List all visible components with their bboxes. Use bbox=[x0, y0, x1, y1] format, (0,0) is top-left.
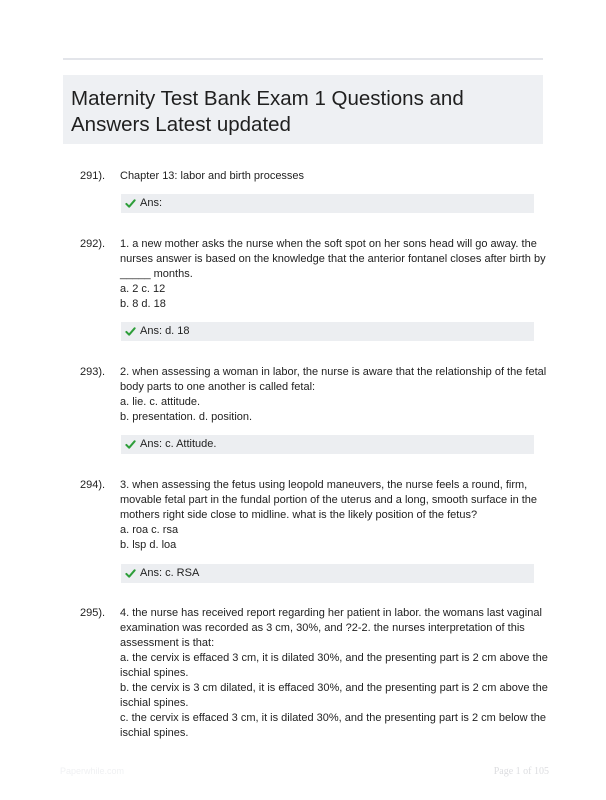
document-title-line: Answers Latest updated bbox=[71, 113, 291, 136]
question-line: mothers right side close to midline. what is the likely position of the fetus? bbox=[120, 509, 478, 521]
page-number: Page 1 of 105 bbox=[493, 766, 549, 777]
answer-box bbox=[121, 194, 534, 213]
answer-text: Ans: d. 18 bbox=[140, 325, 190, 337]
question-line: _____ months. bbox=[120, 268, 193, 280]
question-line: nurses answer is based on the knowledge that the anterior fontanel closes after birth by bbox=[120, 253, 546, 265]
question-text bbox=[120, 237, 546, 312]
question-line: 2. when assessing a woman in labor, the nurse is aware that the relationship of the fetal bbox=[120, 366, 547, 378]
document-title bbox=[71, 86, 529, 138]
answer-text: Ans: c. Attitude. bbox=[140, 438, 217, 450]
question-line: 3. when assessing the fetus using leopold maneuvers, the nurse feels a round, firm, bbox=[120, 479, 528, 491]
question-line: ischial spines. bbox=[120, 667, 189, 679]
question-line: examination was recorded as 3 cm, 30%, and ?2-2. the nurses interpretation of this bbox=[120, 622, 525, 634]
question-text bbox=[120, 606, 548, 741]
question-line: a. roa c. rsa bbox=[120, 524, 179, 536]
question-line: 1. a new mother asks the nurse when the soft spot on her sons head will go away. the bbox=[120, 238, 537, 250]
document-title-banner bbox=[63, 75, 543, 144]
question-text bbox=[120, 365, 547, 425]
question-line: b. lsp d. loa bbox=[120, 539, 177, 551]
question-number: 291). bbox=[80, 170, 106, 182]
question-text bbox=[120, 169, 536, 184]
footer-watermark: Paperwhile.com bbox=[60, 766, 125, 776]
question-line: a. 2 c. 12 bbox=[120, 283, 166, 295]
question-line: b. the cervix is 3 cm dilated, it is effaced 30%, and the presenting part is 2 cm above the bbox=[120, 682, 548, 694]
check-icon bbox=[125, 568, 136, 579]
question-line: a. lie. c. attitude. bbox=[120, 396, 201, 408]
question-line: assessment is that: bbox=[120, 637, 215, 649]
question-number: 293). bbox=[80, 366, 106, 378]
document-title-line: Maternity Test Bank Exam 1 Questions and bbox=[71, 87, 464, 110]
check-icon bbox=[125, 439, 136, 450]
answer-box bbox=[121, 564, 534, 583]
question-line: b. 8 d. 18 bbox=[120, 298, 166, 310]
answer-text: Ans: c. RSA bbox=[140, 567, 200, 579]
answer-box bbox=[121, 322, 534, 341]
question-line: Chapter 13: labor and birth processes bbox=[120, 170, 305, 182]
answer-text: Ans: bbox=[140, 197, 163, 209]
question-text bbox=[120, 478, 536, 553]
question-number: 292). bbox=[80, 238, 106, 250]
question-line: 4. the nurse has received report regarding her patient in labor. the womans last vaginal bbox=[120, 607, 542, 619]
top-divider bbox=[63, 58, 543, 60]
question-line: a. the cervix is effaced 3 cm, it is dilated 30%, and the presenting part is 2 cm above the bbox=[120, 652, 548, 664]
question-number: 295). bbox=[80, 607, 106, 619]
question-line: movable fetal part in the fundal portion of the uterus and a long, smooth surface in the bbox=[120, 494, 538, 506]
question-number: 294). bbox=[80, 479, 106, 491]
question-line: body parts to one another is called fetal: bbox=[120, 381, 316, 393]
check-icon bbox=[125, 326, 136, 337]
question-line: b. presentation. d. position. bbox=[120, 411, 253, 423]
check-icon bbox=[125, 198, 136, 209]
answer-box bbox=[121, 435, 534, 454]
question-line: ischial spines. bbox=[120, 727, 189, 739]
question-line: c. the cervix is effaced 3 cm, it is dilated 30%, and the presenting part is 2 cm below the bbox=[120, 712, 546, 724]
question-line: ischial spines. bbox=[120, 697, 189, 709]
